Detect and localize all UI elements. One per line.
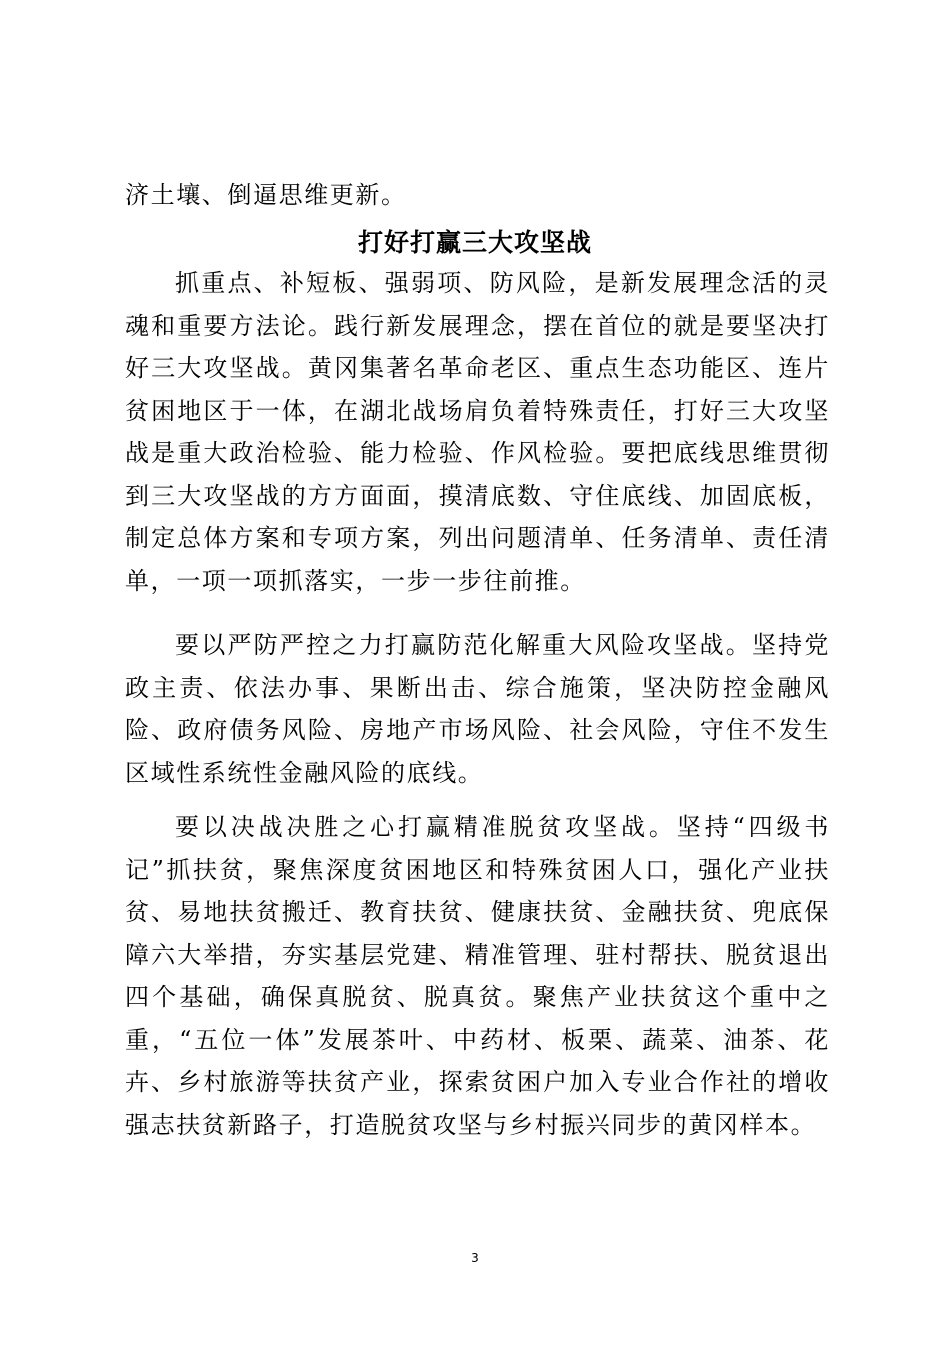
page-number: 3: [471, 1251, 479, 1265]
paragraph-1: 抓重点、补短板、强弱项、防风险，是新发展理念活的灵魂和重要方法论。践行新发展理念，摆在首位的就是要坚决打好三大攻坚战。黄冈集著名革命老区、重点生态功能区、连片贫困地区于一体，在湖北战场肩负着特殊责任，打好三大攻坚战是重大政治检验、能力检验、作风检验。要把底线思维贯彻到三大攻坚战的方方面面，摸清底数、守住底线、加固底板，制定总体方案和专项方案，列出问题清单、任务清单、责任清单，一项一项抓落实，一步一步往前推。: [125, 269, 830, 595]
paragraph-3: 要以决战决胜之心打赢精准脱贫攻坚战。坚持“四级书记”抓扶贫，聚焦深度贫困地区和特殊贫困人口，强化产业扶贫、易地扶贫搬迁、教育扶贫、健康扶贫、金融扶贫、兜底保障六大举措，夯实基层党建、精准管理、驻村帮扶、脱贫退出四个基础，确保真脱贫、脱真贫。聚焦产业扶贫这个重中之重，“五位一体”发展茶叶、中药材、板栗、蔬菜、油茶、花卉、乡村旅游等扶贫产业，探索贫困户加入专业合作社的增收强志扶贫新路子，打造脱贫攻坚与乡村振兴同步的黄冈样本。: [125, 813, 830, 1139]
paragraph-2: 要以严防严控之力打赢防范化解重大风险攻坚战。坚持党政主责、依法办事、果断出击、综合施策，坚决防控金融风险、政府债务风险、房地产市场风险、社会风险，守住不发生区域性系统性金融风险的底线。: [125, 631, 830, 787]
continuation-text: 济土壤、倒逼思维更新。: [125, 181, 407, 209]
section-title: 打好打赢三大攻坚战: [357, 228, 592, 257]
